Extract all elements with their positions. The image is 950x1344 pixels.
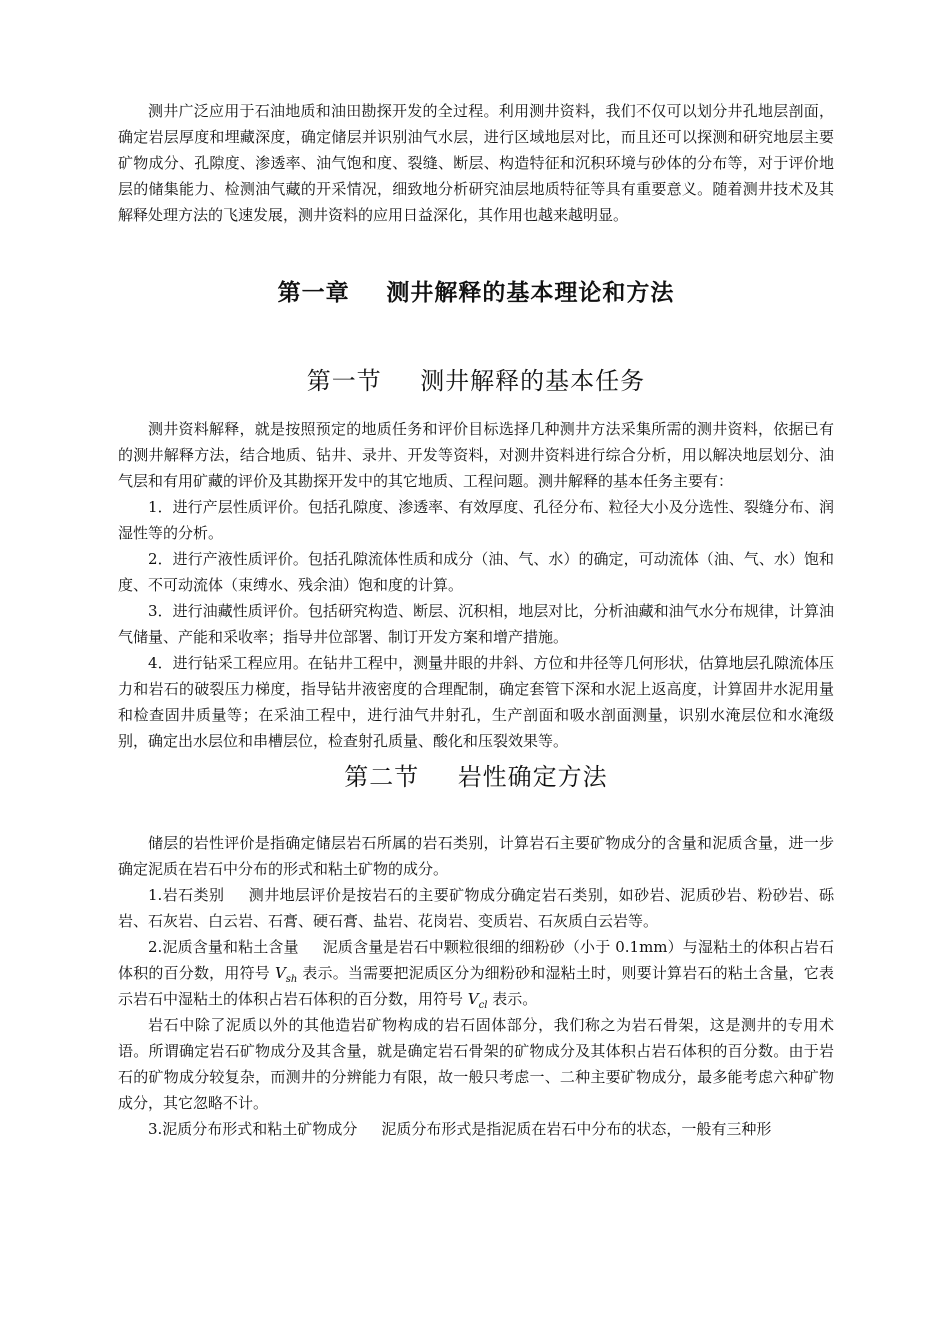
symbol-vcl: $V_{cl}$ <box>467 990 488 1011</box>
item2-text-c: 表示。 <box>487 990 538 1008</box>
section1-paragraph: 测井资料解释，就是按照预定的地质任务和评价目标选择几种测井方法采集所需的测井资料，依据已有的测井解释方法，结合地质、钻井、录井、开发等资料，对测井资料进行综合分析，用以解决地层划分、油气层和有用矿藏的评价及其勘探开发中的其它地质、工程问题。测井解释的基本任务主要有： <box>118 420 834 490</box>
task-item-1: 1．进行产层性质评价。包括孔隙度、渗透率、有效厚度、孔径分布、粒径大小及分选性、裂缝分布、润湿性等的分析。 <box>118 498 834 542</box>
section1-title: 测井解释的基本任务 <box>420 367 646 395</box>
chapter-number: 第一章 <box>277 280 350 306</box>
item1-heading: 1.岩石类别 <box>148 886 225 904</box>
document-page <box>118 98 834 1142</box>
lithology-item-1 <box>118 882 834 934</box>
section2-heading <box>118 764 834 790</box>
section1-heading <box>118 368 834 394</box>
lithology-item-2 <box>118 934 834 1012</box>
item3-body: 泥质分布形式是指泥质在岩石中分布的状态，一般有三种形 <box>381 1120 772 1138</box>
section2-title: 岩性确定方法 <box>457 763 608 791</box>
item2-text-b: 表示。当需要把泥质区分为细粉砂和湿粘土时，则要计算岩石的粘土含量，它表示岩石中湿粘土的体积占岩石体积的百分数，用符号 <box>118 964 834 1008</box>
section2-number: 第二节 <box>344 763 420 791</box>
lithology-item-3 <box>118 1116 834 1142</box>
chapter-title: 测井解释的基本理论和方法 <box>386 280 675 306</box>
symbol-vsh: $V_{sh}$ <box>274 964 298 985</box>
item2-heading: 2.泥质含量和粘土含量 <box>148 938 299 956</box>
item3-heading: 3.泥质分布形式和粘土矿物成分 <box>148 1120 358 1138</box>
item2-text-a: 泥质含量是岩石中颗粒很细的细粉砂（小于 0.1mm）与湿粘土的体积占岩石体积的百分数，用符号 <box>118 938 835 982</box>
item1-body: 测井地层评价是按岩石的主要矿物成分确定岩石类别，如砂岩、泥质砂岩、粉砂岩、砾岩、石灰岩、白云岩、石膏、硬石膏、盐岩、花岗岩、变质岩、石灰质白云岩等。 <box>118 886 834 930</box>
task-item-2: 2．进行产液性质评价。包括孔隙流体性质和成分（油、气、水）的确定，可动流体（油、气、水）饱和度、不可动流体（束缚水、残余油）饱和度的计算。 <box>118 550 834 594</box>
section1-number: 第一节 <box>306 367 382 395</box>
section2-paragraph-2: 岩石中除了泥质以外的其他造岩矿物构成的岩石固体部分，我们称之为岩石骨架，这是测井的专用术语。所谓确定岩石矿物成分及其含量，就是确定岩石骨架的矿物成分及其体积占岩石体积的百分数。由于岩石的矿物成分较复杂，而测井的分辨能力有限，故一般只考虑一、二种主要矿物成分，最多能考虑六种矿物成分，其它忽略不计。 <box>118 1016 834 1112</box>
intro-paragraph: 测井广泛应用于石油地质和油田勘探开发的全过程。利用测井资料，我们不仅可以划分井孔地层剖面，确定岩层厚度和埋藏深度，确定储层并识别油气水层，进行区域地层对比，而且还可以探测和研究地层主要矿物成分、孔隙度、渗透率、油气饱和度、裂缝、断层、构造特征和沉积环境与砂体的分布等，对于评价地层的储集能力、检测油气藏的开采情况，细致地分析研究油层地质特征等具有重要意义。随着测井技术及其解释处理方法的飞速发展，测井资料的应用日益深化，其作用也越来越明显。 <box>118 102 834 224</box>
task-item-3: 3．进行油藏性质评价。包括研究构造、断层、沉积相，地层对比，分析油藏和油气水分布规律，计算油气储量、产能和采收率；指导井位部署、制订开发方案和增产措施。 <box>118 602 834 646</box>
task-item-4: 4．进行钻采工程应用。在钻井工程中，测量井眼的井斜、方位和井径等几何形状，估算地层孔隙流体压力和岩石的破裂压力梯度，指导钻井液密度的合理配制，确定套管下深和水泥上返高度，计算固井水泥用量和检查固井质量等；在采油工程中，进行油气井射孔，生产剖面和吸水剖面测量，识别水淹层位和水淹级别，确定出水层位和串槽层位，检查射孔质量、酸化和压裂效果等。 <box>118 654 834 750</box>
section2-paragraph-1: 储层的岩性评价是指确定储层岩石所属的岩石类别，计算岩石主要矿物成分的含量和泥质含量，进一步确定泥质在岩石中分布的形式和粘土矿物的成分。 <box>118 834 834 878</box>
chapter-heading <box>118 280 834 306</box>
